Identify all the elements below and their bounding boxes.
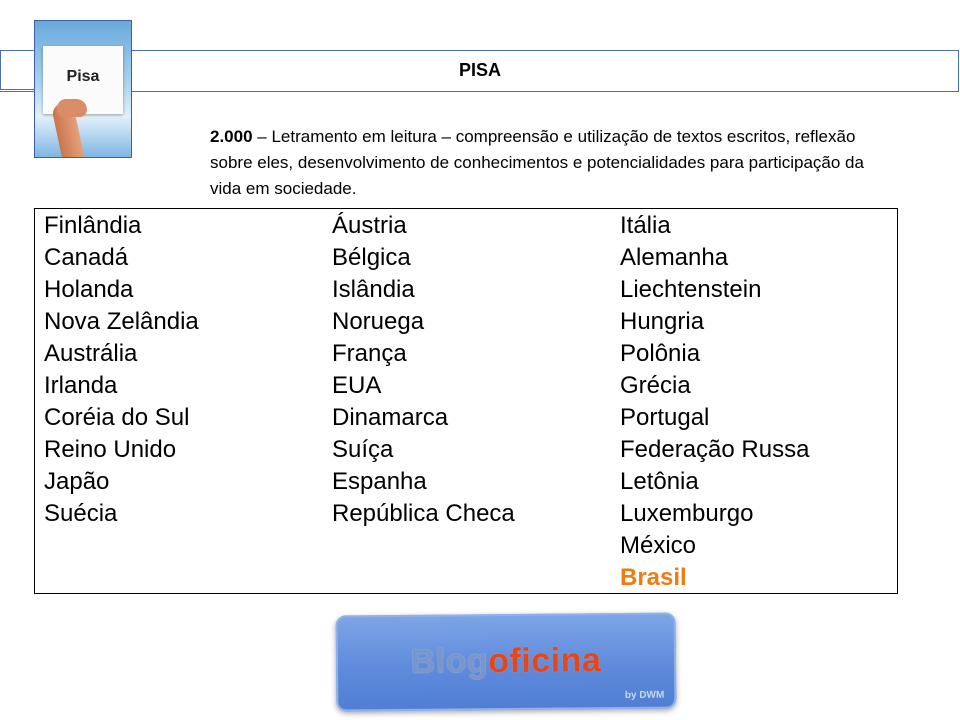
- highlighted-country-brasil: Brasil: [620, 564, 687, 591]
- country-item: Dinamarca: [332, 404, 449, 431]
- hand-image: [57, 99, 87, 117]
- page-title: PISA: [458, 60, 501, 80]
- country-item: México: [620, 532, 697, 559]
- country-item: Canadá: [44, 244, 129, 271]
- country-item: EUA: [332, 372, 382, 399]
- country-item: Irlanda: [44, 372, 118, 399]
- country-column-1: [44, 210, 199, 530]
- country-item: Bélgica: [332, 244, 411, 271]
- country-item: França: [332, 340, 407, 367]
- country-item: Nova Zelândia: [44, 308, 199, 335]
- country-item: Polônia: [620, 340, 701, 367]
- pisa-logo-label: Pisa: [66, 68, 100, 85]
- country-item: Suécia: [44, 500, 118, 527]
- country-item: Finlândia: [44, 212, 142, 239]
- country-item: Holanda: [44, 276, 134, 303]
- country-column-2: [332, 210, 515, 530]
- intro-text: – Letramento em leitura – compreensão e utilização de textos escritos, reflexão sobre eles, desenvolvimento de conhecimentos e potencialidades para participação da vida em sociedade.: [210, 127, 864, 198]
- country-item: Espanha: [332, 468, 427, 495]
- country-item: Noruega: [332, 308, 425, 335]
- country-item: Hungria: [620, 308, 705, 335]
- country-item: Suíça: [332, 436, 394, 463]
- intro-year: 2.000: [210, 127, 253, 146]
- country-column-3: [620, 210, 809, 594]
- banner-byline: by DWM: [624, 689, 665, 701]
- country-item: Japão: [44, 468, 110, 495]
- country-item: Reino Unido: [44, 436, 177, 463]
- country-item: Áustria: [332, 212, 407, 239]
- title-band-left-cap: [0, 50, 34, 90]
- intro-paragraph: [210, 124, 890, 202]
- oficina-word: oficina: [488, 641, 602, 681]
- country-item: Austrália: [44, 340, 138, 367]
- country-item: República Checa: [332, 500, 515, 527]
- pisa-logo: [34, 20, 132, 158]
- country-item: Coréia do Sul: [44, 404, 190, 431]
- country-item: Portugal: [620, 404, 710, 431]
- country-item: Luxemburgo: [620, 500, 754, 527]
- country-ranking-table: [34, 208, 898, 594]
- country-item: Itália: [620, 212, 671, 239]
- blog-word: Blog: [410, 642, 489, 681]
- blogoficina-banner[interactable]: [336, 613, 677, 712]
- country-item: Liechtenstein: [620, 276, 762, 303]
- country-item: Grécia: [620, 372, 691, 399]
- country-item: Alemanha: [620, 244, 729, 271]
- country-item: Federação Russa: [620, 436, 810, 463]
- country-item: Islândia: [332, 276, 415, 303]
- blogoficina-logo-text: [336, 641, 676, 683]
- country-item: Letônia: [620, 468, 699, 495]
